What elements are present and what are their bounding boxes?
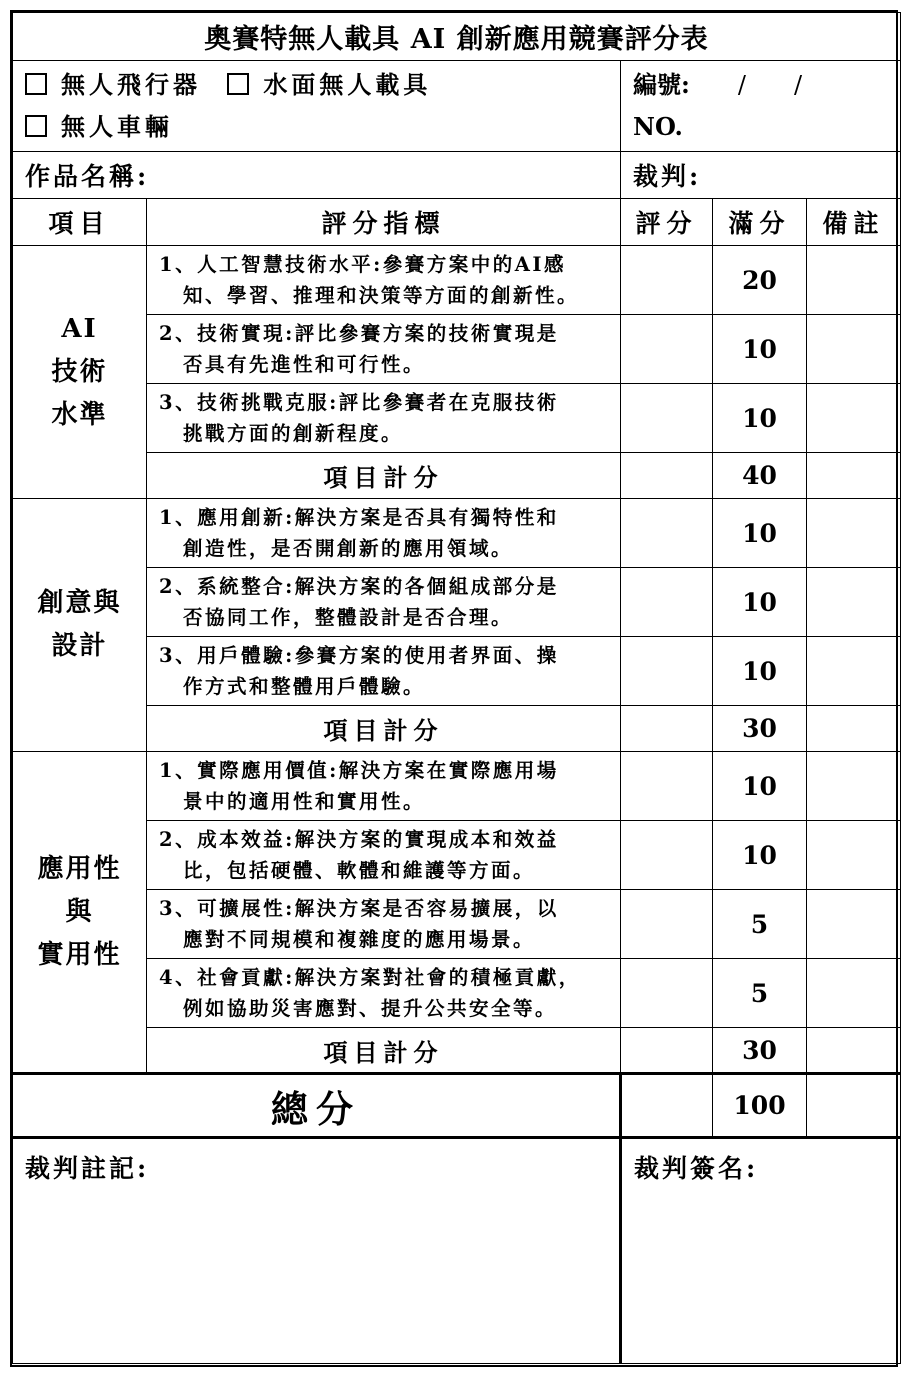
uav-checkbox[interactable] <box>25 73 47 95</box>
note-input[interactable] <box>807 315 901 384</box>
criterion-text: 2、系統整合:解決方案的各個組成部分是 否協同工作，整體設計是否合理。 <box>147 568 621 637</box>
ugv-label: 無人車輛 <box>61 112 173 141</box>
subtotal-label: 項目計分 <box>147 453 621 499</box>
judge-notes-area[interactable] <box>13 1138 621 1364</box>
judge-label: 裁判: <box>633 162 702 191</box>
criterion-text: 1、應用創新:解決方案是否具有獨特性和 創造性，是否開創新的應用領域。 <box>147 499 621 568</box>
no-label: NO. <box>633 112 683 141</box>
score-input[interactable] <box>621 568 713 637</box>
criterion-text: 1、實際應用價值:解決方案在實際應用場 景中的適用性和實用性。 <box>147 752 621 821</box>
ugv-checkbox[interactable] <box>25 115 47 137</box>
subtotal-label: 項目計分 <box>147 1028 621 1074</box>
judge-notes-label: 裁判註記: <box>25 1154 150 1183</box>
note-input[interactable] <box>807 384 901 453</box>
judge-signature-label: 裁判簽名: <box>634 1154 759 1183</box>
subtotal-max: 30 <box>713 1028 807 1074</box>
subtotal-score-input[interactable] <box>621 1028 713 1074</box>
score-input[interactable] <box>621 315 713 384</box>
number-label: 編號: <box>633 70 690 99</box>
criterion-text: 1、人工智慧技術水平:參賽方案中的AI感 知、學習、推理和決策等方面的創新性。 <box>147 246 621 315</box>
header-criteria: 評分指標 <box>147 199 621 246</box>
max-score: 10 <box>713 637 807 706</box>
subtotal-max: 30 <box>713 706 807 752</box>
total-score-input[interactable] <box>621 1074 713 1138</box>
max-score: 5 <box>713 890 807 959</box>
note-input[interactable] <box>807 959 901 1028</box>
usv-label: 水面無人載具 <box>263 70 432 99</box>
note-input[interactable] <box>807 1028 901 1074</box>
category-selection <box>13 61 621 152</box>
max-score: 20 <box>713 246 807 315</box>
number-slashes: / / <box>737 71 803 99</box>
criterion-text: 2、成本效益:解決方案的實現成本和效益 比，包括硬體、軟體和維護等方面。 <box>147 821 621 890</box>
uav-label: 無人飛行器 <box>61 70 201 99</box>
max-score: 10 <box>713 568 807 637</box>
section-design-title: 創意與 設計 <box>13 499 147 752</box>
note-input[interactable] <box>807 752 901 821</box>
score-input[interactable] <box>621 752 713 821</box>
subtotal-score-input[interactable] <box>621 453 713 499</box>
note-input[interactable] <box>807 890 901 959</box>
score-input[interactable] <box>621 637 713 706</box>
score-input[interactable] <box>621 246 713 315</box>
header-max: 滿分 <box>713 199 807 246</box>
note-input[interactable] <box>807 568 901 637</box>
criterion-text: 2、技術實現:評比參賽方案的技術實現是 否具有先進性和可行性。 <box>147 315 621 384</box>
criterion-text: 3、用戶體驗:參賽方案的使用者界面、操 作方式和整體用戶體驗。 <box>147 637 621 706</box>
entry-number-cell[interactable] <box>621 61 901 152</box>
score-input[interactable] <box>621 499 713 568</box>
form-title: 奧賽特無人載具 AI 創新應用競賽評分表 <box>13 13 901 61</box>
total-label: 總分 <box>13 1074 621 1138</box>
usv-checkbox[interactable] <box>227 73 249 95</box>
max-score: 10 <box>713 315 807 384</box>
section-ai-title: AI 技術 水準 <box>13 246 147 499</box>
score-input[interactable] <box>621 959 713 1028</box>
total-note-input[interactable] <box>807 1074 901 1138</box>
total-max: 100 <box>713 1074 807 1138</box>
score-input[interactable] <box>621 384 713 453</box>
note-input[interactable] <box>807 637 901 706</box>
score-sheet <box>10 10 898 1367</box>
work-name-field[interactable] <box>13 152 621 199</box>
work-name-label: 作品名稱: <box>25 162 150 191</box>
score-input[interactable] <box>621 821 713 890</box>
criterion-text: 3、可擴展性:解決方案是否容易擴展，以 應對不同規模和複雜度的應用場景。 <box>147 890 621 959</box>
max-score: 10 <box>713 752 807 821</box>
judge-field[interactable] <box>621 152 901 199</box>
header-note: 備註 <box>807 199 901 246</box>
score-table <box>12 12 901 1364</box>
section-application-title: 應用性 與 實用性 <box>13 752 147 1074</box>
criterion-text: 3、技術挑戰克服:評比參賽者在克服技術 挑戰方面的創新程度。 <box>147 384 621 453</box>
header-score: 評分 <box>621 199 713 246</box>
subtotal-max: 40 <box>713 453 807 499</box>
max-score: 10 <box>713 821 807 890</box>
subtotal-label: 項目計分 <box>147 706 621 752</box>
subtotal-score-input[interactable] <box>621 706 713 752</box>
max-score: 10 <box>713 499 807 568</box>
header-item: 項目 <box>13 199 147 246</box>
judge-signature-area[interactable] <box>621 1138 901 1364</box>
max-score: 5 <box>713 959 807 1028</box>
note-input[interactable] <box>807 499 901 568</box>
criterion-text: 4、社會貢獻:解決方案對社會的積極貢獻， 例如協助災害應對、提升公共安全等。 <box>147 959 621 1028</box>
note-input[interactable] <box>807 246 901 315</box>
note-input[interactable] <box>807 706 901 752</box>
max-score: 10 <box>713 384 807 453</box>
note-input[interactable] <box>807 821 901 890</box>
note-input[interactable] <box>807 453 901 499</box>
score-input[interactable] <box>621 890 713 959</box>
